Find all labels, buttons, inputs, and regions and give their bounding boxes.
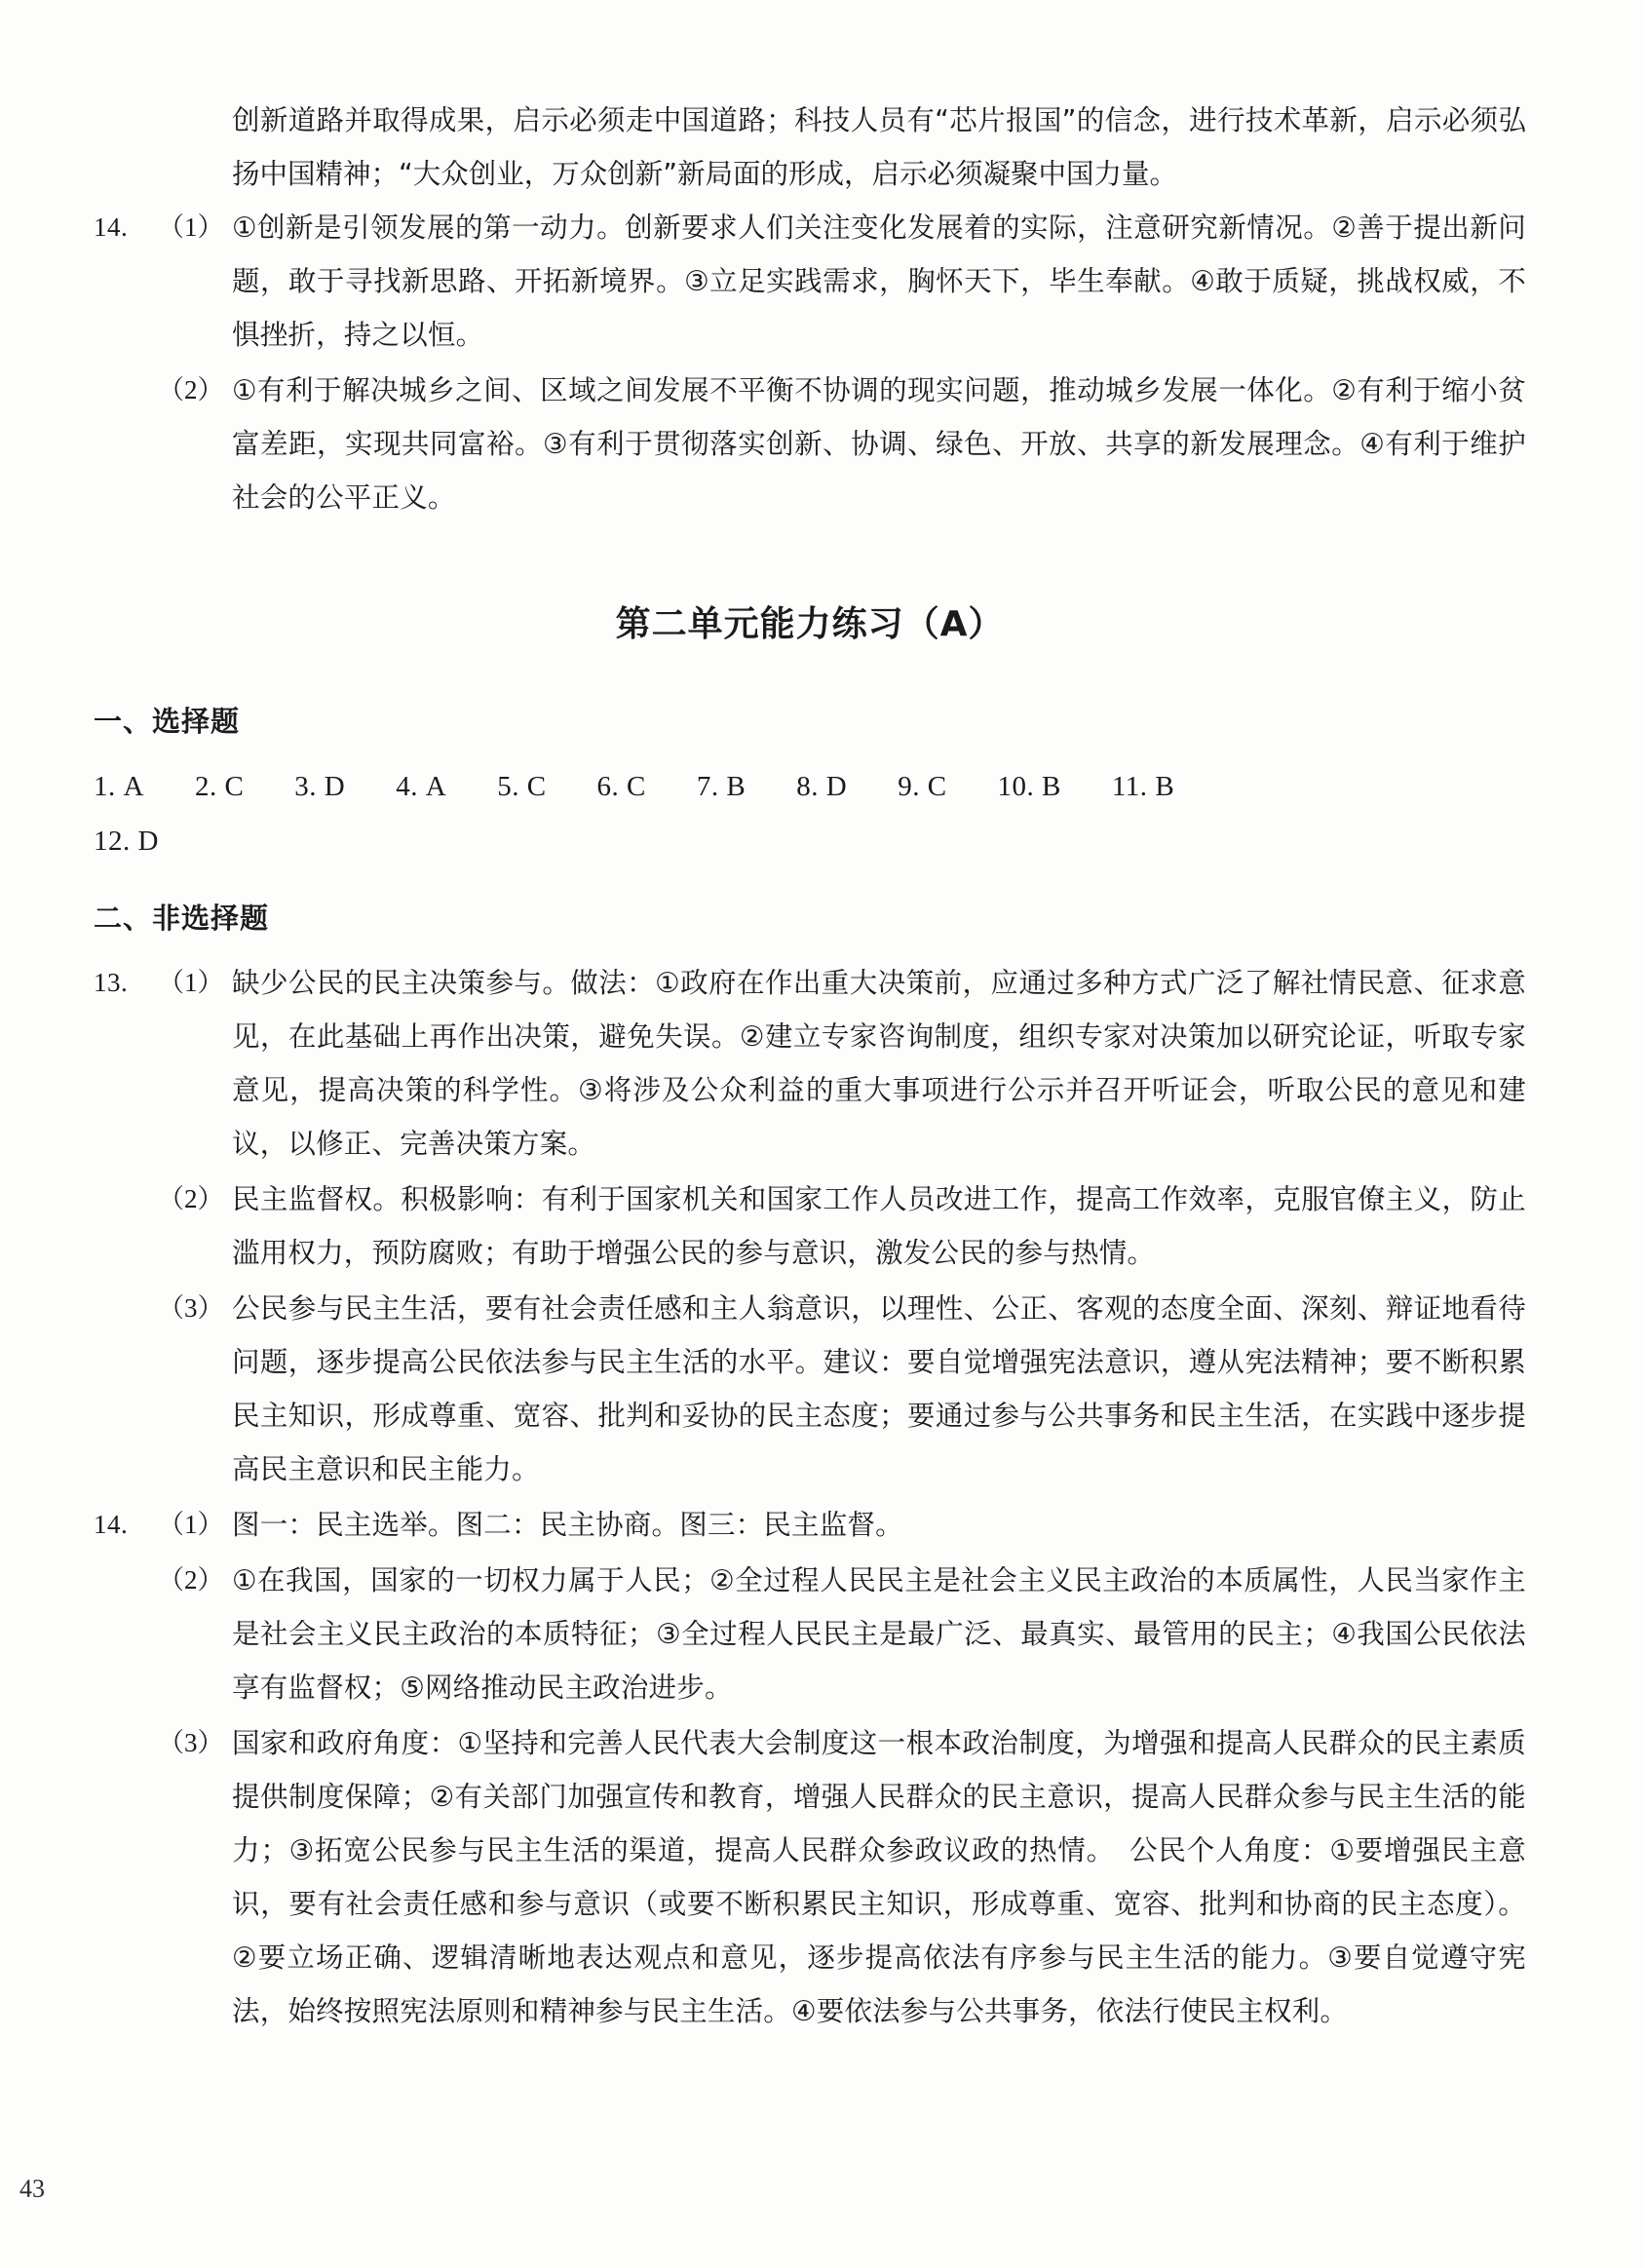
- choice-item: [796, 759, 847, 814]
- sub-item-label: （2）: [158, 1184, 224, 1213]
- answer-text: 国家和政府角度：①坚持和完善人民代表大会制度这一根本政治制度，为增强和提高人民群众的民主素质提供制度保障；②有关部门加强宣传和教育，增强人民群众的民主意识，提高人民群众参与民主生活的能力；③拓宽公民参与民主生活的渠道，提高人民群众参政议政的热情。 公民个人角度：①要增强民主意识，要有社会责任感和参与意识（或要不断积累民主知识，形成尊重、宽容、批判和协商的民主态度）。②要立场正确、逻辑清晰地表达观点和意见，逐步提高依法有序参与民主生活的能力。③要自觉遵守宪法，始终按照宪法原则和精神参与民主生活。④要依法参与公共事务，依法行使民主权利。: [232, 1727, 1526, 2027]
- choice-answer: C: [627, 771, 646, 802]
- answer-row: [94, 1554, 1526, 1714]
- sub-item-label: （2）: [158, 1565, 224, 1595]
- answer-text: 民主监督权。积极影响：有利于国家机关和国家工作人员改进工作，提高工作效率，克服官僚主义，防止滥用权力，预防腐败；有助于增强公民的参与意识，激发公民的参与热情。: [232, 1183, 1526, 1269]
- choice-number: 7.: [696, 771, 719, 802]
- section-title: 第二单元能力练习（A）: [615, 604, 1005, 644]
- choice-item: [94, 814, 159, 868]
- answer-text: ①在我国，国家的一切权力属于人民；②全过程人民民主是社会主义民主政治的本质属性，人民当家作主是社会主义民主政治的本质特征；③全过程人民民主是最广泛、最真实、最管用的民主；④我国公民依法享有监督权；⑤网络推动民主政治进步。: [232, 1564, 1526, 1704]
- choice-item: [597, 759, 646, 814]
- sub-item-label: （1）: [158, 968, 224, 997]
- answer-row: [94, 201, 1526, 362]
- part-two-heading: 二、非选择题: [94, 902, 270, 935]
- question-number: 13.: [94, 968, 129, 997]
- choice-number: 5.: [497, 771, 519, 802]
- choice-answer: D: [137, 826, 159, 857]
- choice-item: [94, 759, 144, 814]
- choice-item: [497, 759, 546, 814]
- choice-answer: C: [526, 771, 547, 802]
- answer-text: 公民参与民主生活，要有社会责任感和主人翁意识，以理性、公正、客观的态度全面、深刻、辩证地看待问题，逐步提高公民依法参与民主生活的水平。建议：要自觉增强宪法意识，遵从宪法精神；要不断积累民主知识，形成尊重、宽容、批判和妥协的民主态度；要通过参与公共事务和民主生活，在实践中逐步提高民主意识和民主能力。: [232, 1292, 1526, 1485]
- sub-item-label: （1）: [158, 1510, 224, 1539]
- choice-item: [998, 759, 1061, 814]
- choice-answer: B: [1042, 771, 1061, 802]
- choice-answer: B: [1155, 771, 1175, 802]
- choice-number: 9.: [898, 771, 920, 802]
- answer-row: [94, 1282, 1526, 1496]
- choice-answer: A: [123, 771, 144, 802]
- choice-answer: C: [927, 771, 947, 802]
- answer-row: [94, 1172, 1526, 1280]
- answer-row: [94, 956, 1526, 1171]
- choice-item: [1112, 759, 1174, 814]
- answer-row: [94, 1498, 1526, 1552]
- sub-item-label: （2）: [158, 375, 224, 404]
- sub-item-label: （3）: [158, 1293, 224, 1323]
- answer-text: ①有利于解决城乡之间、区域之间发展不平衡不协调的现实问题，推动城乡发展一体化。②有利于缩小贫富差距，实现共同富裕。③有利于贯彻落实创新、协调、绿色、开放、共享的新发展理念。④有利于维护社会的公平正义。: [232, 374, 1526, 514]
- choice-number: 1.: [94, 771, 116, 802]
- page-content: [94, 94, 1526, 2040]
- answer-text: 图一：民主选举。图二：民主协商。图三：民主监督。: [232, 1509, 903, 1541]
- choice-number: 12.: [94, 826, 131, 857]
- choice-number: 2.: [194, 771, 217, 802]
- choice-number: 3.: [294, 771, 318, 802]
- continued-answer-paragraph: 创新道路并取得成果，启示必须走中国道路；科技人员有“芯片报国”的信念，进行技术革新，启示必须弘扬中国精神；“大众创业，万众创新”新局面的形成，启示必须凝聚中国力量。: [232, 104, 1526, 190]
- answer-row: [94, 364, 1526, 524]
- choice-item: [697, 759, 746, 814]
- part-one-heading: 一、选择题: [94, 705, 241, 738]
- choice-item: [195, 759, 244, 814]
- choice-item: [396, 759, 446, 814]
- choice-answer: D: [825, 771, 848, 802]
- sub-item-label: （1）: [158, 212, 224, 242]
- question-number: 14.: [94, 212, 129, 242]
- choice-answer: B: [726, 771, 746, 802]
- choice-answers-row-2: [94, 814, 1526, 868]
- answer-text: 缺少公民的民主决策参与。做法：①政府在作出重大决策前，应通过多种方式广泛了解社情民意、征求意见，在此基础上再作出决策，避免失误。②建立专家咨询制度，组织专家对决策加以研究论证，听取专家意见，提高决策的科学性。③将涉及公众利益的重大事项进行公示并召开听证会，听取公民的意见和建议，以修正、完善决策方案。: [232, 967, 1526, 1160]
- choice-number: 6.: [596, 771, 620, 802]
- answer-row: [94, 1716, 1526, 2038]
- page-number: 43: [19, 2174, 45, 2203]
- choice-answer: A: [425, 771, 447, 802]
- choice-number: 10.: [997, 771, 1035, 802]
- sub-item-label: （3）: [158, 1728, 224, 1757]
- choice-number: 4.: [396, 771, 418, 802]
- choice-answers-row-1: [94, 759, 1526, 814]
- choice-item: [294, 759, 345, 814]
- choice-answer: C: [224, 771, 245, 802]
- choice-answer: D: [324, 771, 346, 802]
- choice-item: [898, 759, 946, 814]
- answer-text: ①创新是引领发展的第一动力。创新要求人们关注变化发展着的实际，注意研究新情况。②善于提出新问题，敢于寻找新思路、开拓新境界。③立足实践需求，胸怀天下，毕生奉献。④敢于质疑，挑战权威，不惧挫折，持之以恒。: [232, 211, 1526, 351]
- choice-number: 11.: [1111, 771, 1148, 802]
- question-number: 14.: [94, 1510, 129, 1539]
- choice-number: 8.: [796, 771, 819, 802]
